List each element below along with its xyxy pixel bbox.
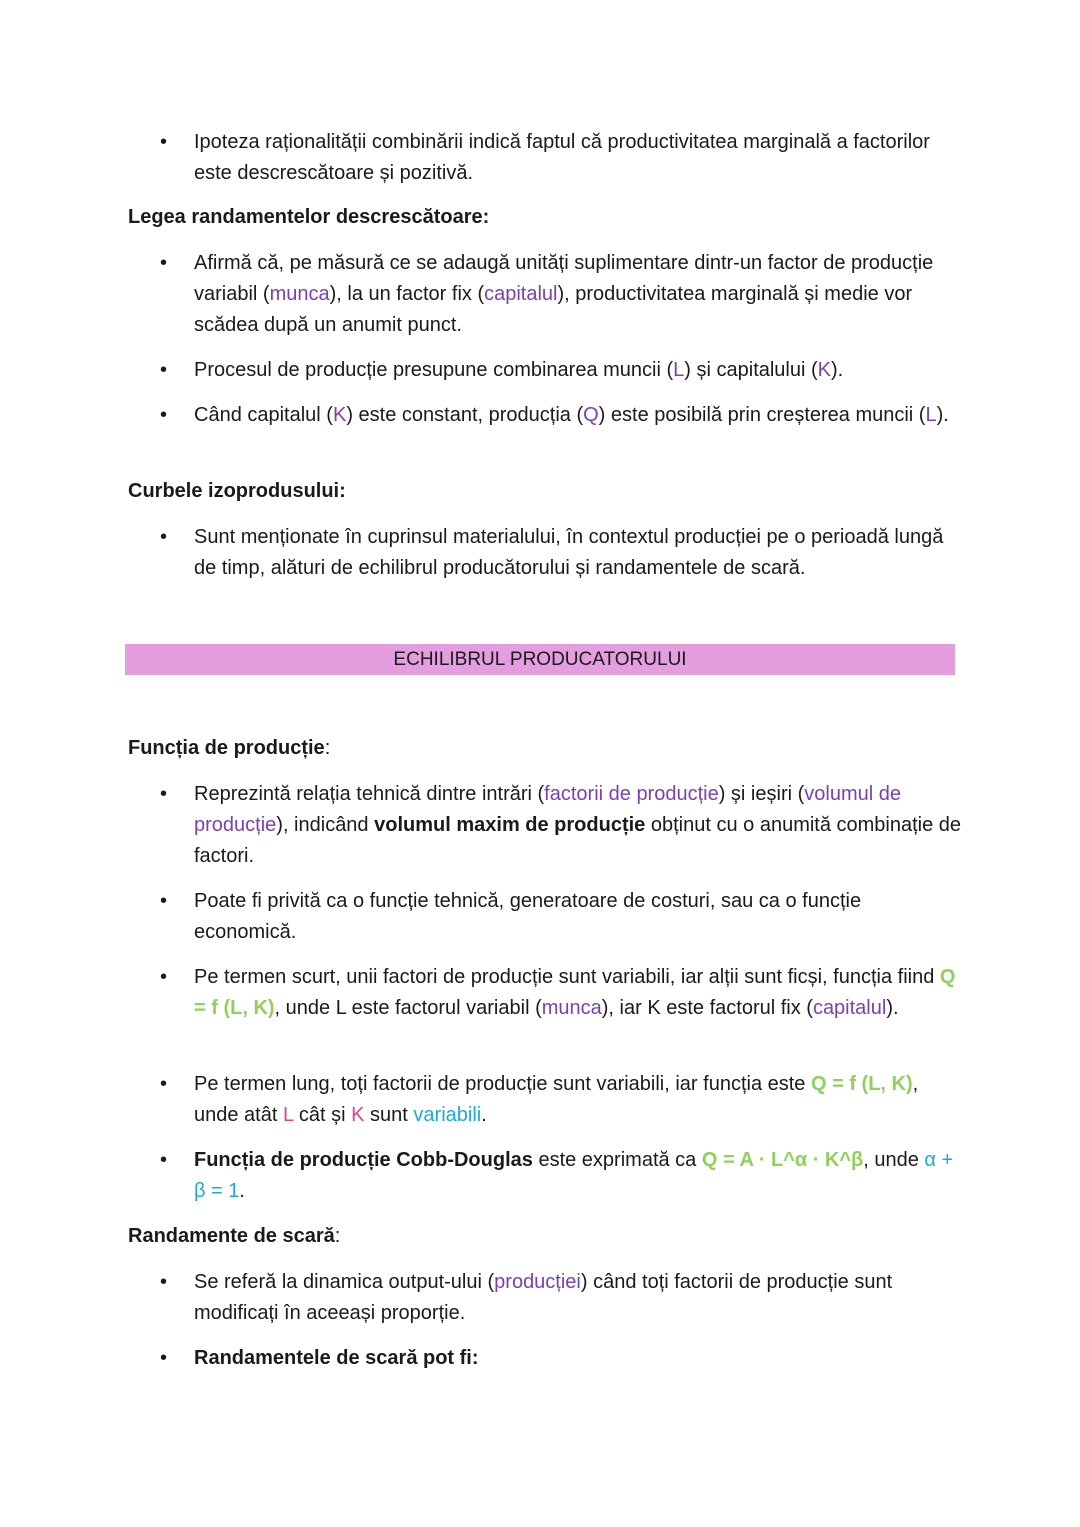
text: . [239, 1180, 245, 1202]
text: este exprimată ca [532, 1149, 702, 1171]
heading-colon: : [324, 737, 331, 759]
rationality-bullet [194, 127, 964, 189]
text: ) și capitalului ( [684, 359, 818, 381]
formula: Q = f (L, K) [194, 966, 956, 1019]
term-l: L [673, 359, 685, 381]
heading-text: Randamente de scară [128, 1225, 335, 1247]
returns-heading [128, 1221, 340, 1252]
text: Procesul de producție presupune combinarea muncii ( [194, 359, 674, 381]
text: Poate fi privită ca o funcție tehnică, generatoare de costuri, sau ca o funcție economică. [194, 890, 862, 943]
returns-bullet-2 [194, 1343, 964, 1374]
text: ) și ieșiri ( [718, 783, 805, 805]
text: cât și [293, 1104, 352, 1126]
pf-bullet-4 [194, 1069, 964, 1131]
bold-cobb-douglas: Funcția de producție Cobb-Douglas [194, 1149, 533, 1171]
text: ), iar K este factorul fix ( [601, 997, 813, 1019]
text: ) când toți factorii de producție sunt modificați în aceeași proporție. [194, 1271, 893, 1324]
formula: Q = f (L, K) [810, 1073, 913, 1095]
isoquant-text: Sunt menționate în cuprinsul materialului, în contextul producției pe o perioadă lungă de timp, alături de echilibrul producătorului și randamentele de scară. [194, 526, 944, 579]
law-bullet-3 [194, 400, 964, 431]
text: Se referă la dinamica output-ului ( [194, 1271, 495, 1293]
text: Pe termen scurt, unii factori de producție sunt variabili, iar alții sunt ficși, funcția fiind [194, 966, 940, 988]
text: , unde L este factorul variabil ( [274, 997, 542, 1019]
term-k: K [332, 404, 347, 426]
text: ). [886, 997, 899, 1019]
text: obținut cu o anumită combinație de factori. [194, 814, 962, 867]
text: ), la un factor fix ( [329, 283, 485, 305]
term-factorii: factorii de producție [544, 783, 719, 805]
law-heading: Legea randamentelor descrescătoare: [128, 206, 490, 228]
pf-bullet-3 [194, 962, 964, 1024]
term-q: Q [583, 404, 599, 426]
text: sunt [364, 1104, 414, 1126]
text: Afirmă că, pe măsură ce se adaugă unități suplimentare dintr-un factor de producție variabil ( [194, 252, 934, 305]
term-munca: munca [541, 997, 602, 1019]
text: ) este posibilă prin creșterea muncii ( [598, 404, 926, 426]
term-capitalul: capitalul [812, 997, 887, 1019]
pf-bullet-2 [194, 886, 964, 948]
isoquant-heading: Curbele izoprodusului: [128, 480, 346, 502]
term-munca: munca [269, 283, 330, 305]
bold-volum-maxim: volumul maxim de producție [374, 814, 646, 836]
text: ), indicând [276, 814, 375, 836]
bold-text: Randamentele de scară pot fi: [194, 1347, 479, 1369]
heading-colon: : [334, 1225, 341, 1247]
term-variabili: variabili [413, 1104, 482, 1126]
returns-bullet-1 [194, 1267, 964, 1329]
rationality-text: Ipoteza raționalității combinării indică faptul că productivitatea marginală a factorilor este descrescătoare și pozitivă. [194, 131, 930, 184]
pf-bullet-5 [194, 1145, 964, 1207]
law-bullet-2 [194, 355, 964, 386]
section-banner: ECHILIBRUL PRODUCATORULUI [125, 644, 955, 675]
text: ). [831, 359, 844, 381]
production-function-heading [128, 733, 330, 764]
text: ). [936, 404, 949, 426]
condition: α + β = 1 [194, 1149, 954, 1202]
term-volumul: volumul de producție [194, 783, 901, 836]
text: Reprezintă relația tehnică dintre intrări ( [194, 783, 545, 805]
text: , unde [863, 1149, 925, 1171]
heading-text: Funcția de producție [128, 737, 325, 759]
term-k: K [351, 1104, 365, 1126]
term-k: K [817, 359, 832, 381]
text: ) este constant, producția ( [346, 404, 584, 426]
term-productiei: producției [494, 1271, 581, 1293]
isoquant-bullet [194, 522, 964, 584]
text: . [481, 1104, 487, 1126]
term-l: L [925, 404, 937, 426]
term-capitalul: capitalul [484, 283, 558, 305]
text: , unde atât [194, 1073, 919, 1126]
text: Pe termen lung, toți factorii de producție sunt variabili, iar funcția este [194, 1073, 811, 1095]
pf-bullet-1 [194, 779, 964, 872]
term-l: L [282, 1104, 294, 1126]
formula: Q = A · L^α · K^β [701, 1149, 864, 1171]
text: ), productivitatea marginală și medie vor scădea după un anumit punct. [194, 283, 913, 336]
law-bullet-1 [194, 248, 964, 341]
text: Când capitalul ( [194, 404, 333, 426]
